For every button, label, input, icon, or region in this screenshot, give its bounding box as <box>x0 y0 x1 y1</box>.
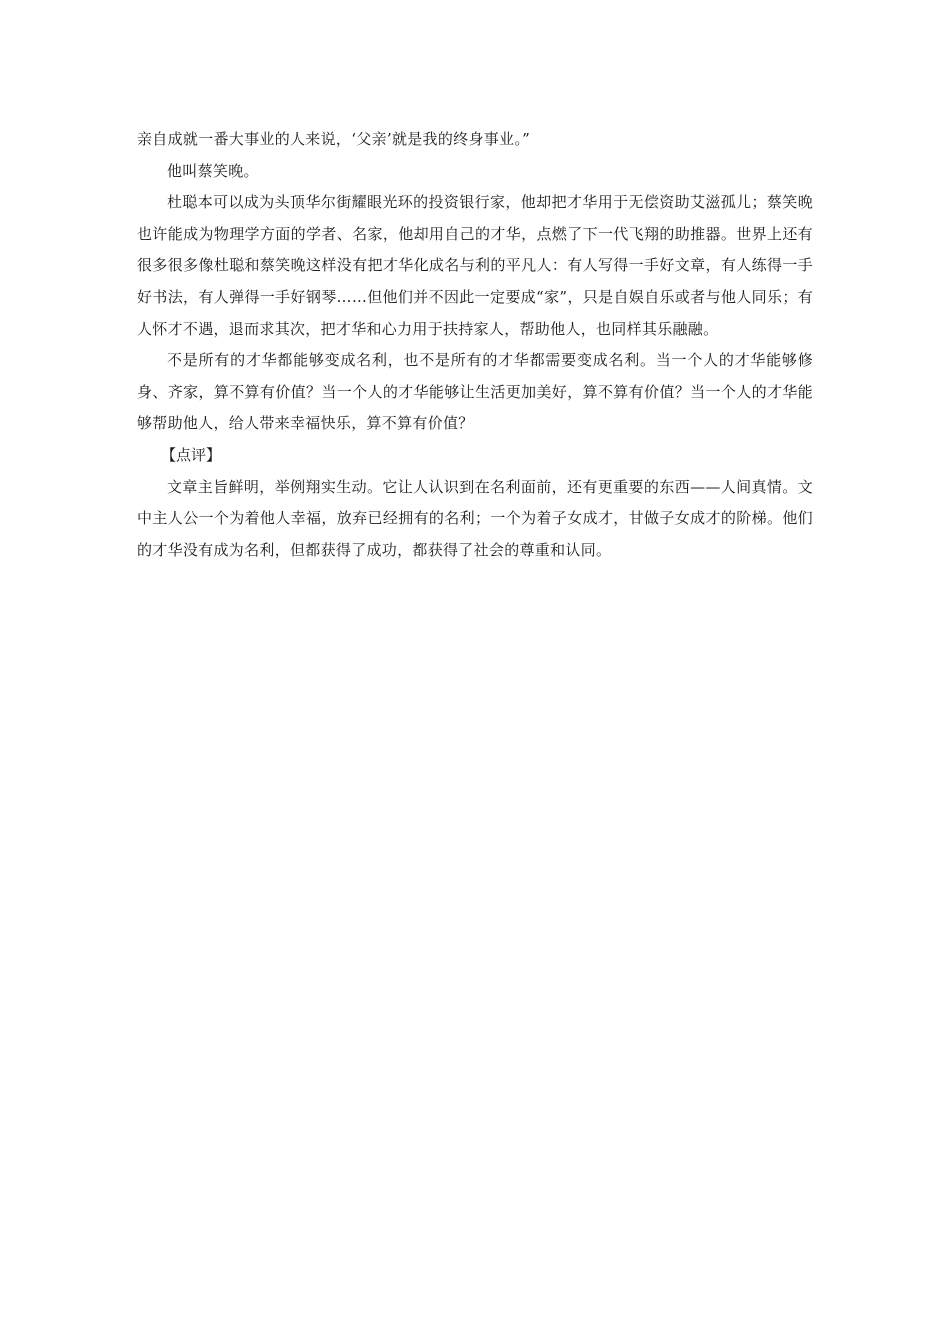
paragraph-name-reveal: 他叫蔡笑晚。 <box>167 161 259 180</box>
paragraph-examples: 杜聪本可以成为头顶华尔街耀眼光环的投资银行家，他却把才华用于无偿资助艾滋孤儿；蔡笑晚也许能成为物理学方面的学者、名家，他却用自己的才华，点燃了下一代飞翔的助推器。世界上还有很多很多像杜聪和蔡笑晚这样没有把才华化成名与利的平凡人：有人写得一手好文章，有人练得一手好书法，有人弹得一手好钢琴……但他们并不因此一定要成“家”，只是自娱自乐或者与他人同乐；有人怀才不遇，退而求其次，把才华和心力用于扶持家人，帮助他人，也同样其乐融融。 <box>137 193 813 338</box>
review-paragraph: 文章主旨鲜明，举例翔实生动。它让人认识到在名利面前，还有更重要的东西——人间真情。文中主人公一个为着他人幸福，放弃已经拥有的名利；一个为着子女成才，甘做子女成才的阶梯。他们的才华没有成为名利，但都获得了成功，都获得了社会的尊重和认同。 <box>137 477 813 559</box>
paragraph-value-question: 不是所有的才华都能够变成名利，也不是所有的才华都需要变成名利。当一个人的才华能够修身、齐家，算不算有价值？当一个人的才华能够让生活更加美好，算不算有价值？当一个人的才华能够帮助他人，给人带来幸福快乐，算不算有价值？ <box>137 351 813 433</box>
document-body <box>137 124 813 566</box>
paragraph-continuation: 亲自成就一番大事业的人来说，‘父亲’就是我的终身事业。” <box>137 130 531 148</box>
review-heading: 【点评】 <box>161 445 222 464</box>
